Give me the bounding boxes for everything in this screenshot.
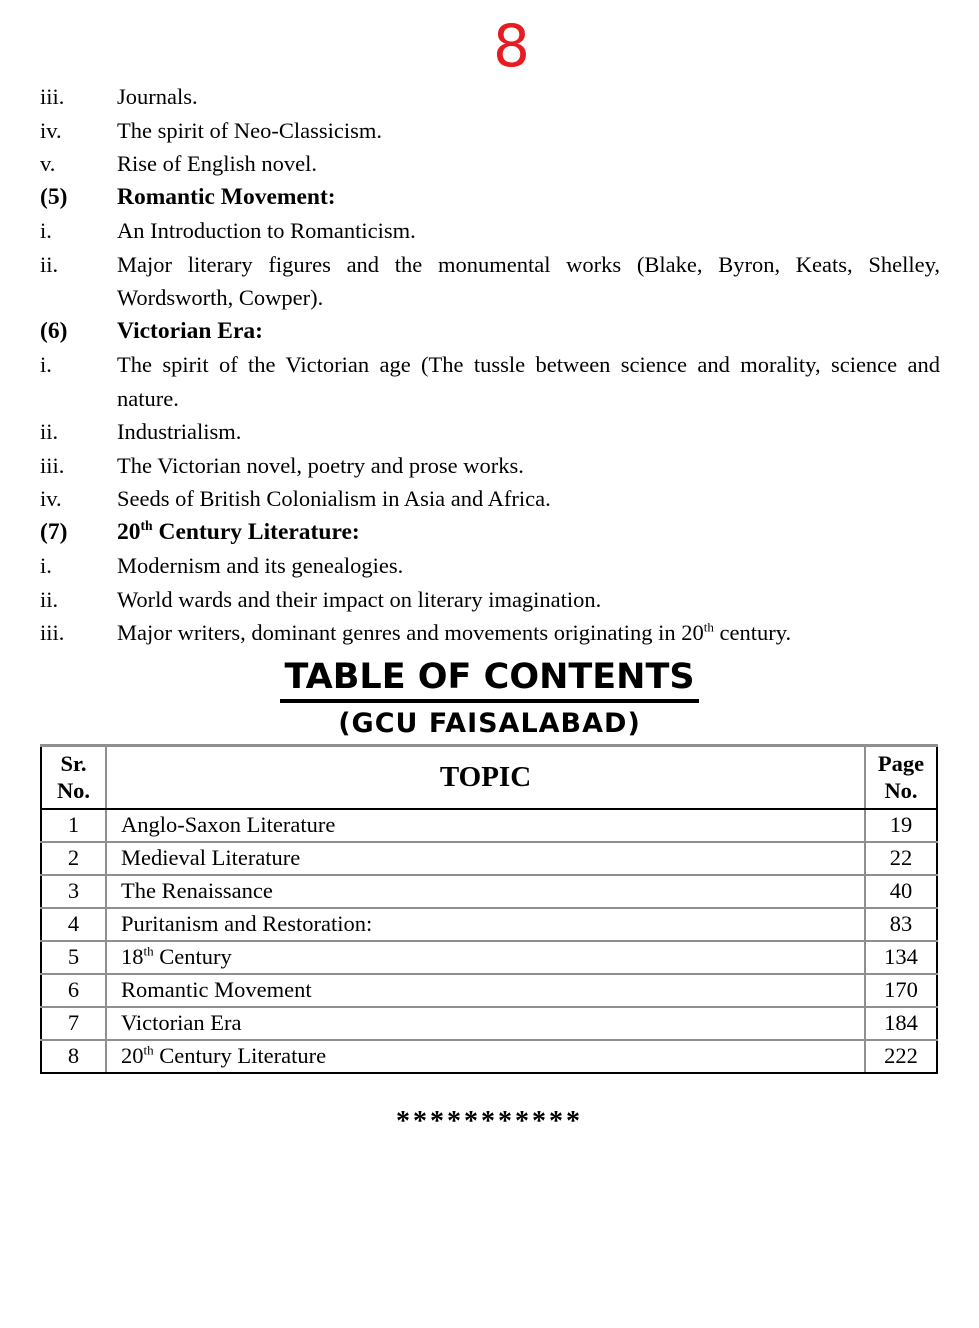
item-text: Industrialism. <box>117 419 242 444</box>
cell-sr-no: 4 <box>41 908 106 941</box>
item-marker: i. <box>40 218 52 243</box>
course-outline-list <box>40 80 940 650</box>
table-row <box>41 1040 937 1073</box>
cell-sr-no: 6 <box>41 974 106 1007</box>
cell-sr-no: 8 <box>41 1040 106 1073</box>
cell-topic: Anglo-Saxon Literature <box>106 809 865 842</box>
outline-item <box>40 449 940 483</box>
table-row <box>41 941 937 974</box>
outline-item <box>40 248 940 315</box>
cell-sr-no: 7 <box>41 1007 106 1040</box>
toc-header-row <box>41 746 937 809</box>
item-marker: iii. <box>40 452 65 478</box>
item-marker: (6) <box>40 317 68 344</box>
table-row <box>41 974 937 1007</box>
toc-title: TABLE OF CONTENTS <box>0 658 979 703</box>
item-text: World wards and their impact on literary imagination. <box>117 586 602 612</box>
col-header-sr-no: Sr. No. <box>41 746 106 809</box>
item-text: Major literary figures and the monumental works (Blake, Byron, Keats, Shelley, Wordsworth, Cowper). <box>117 251 940 310</box>
item-text: Romantic Movement: <box>117 183 336 210</box>
cell-sr-no: 2 <box>41 842 106 875</box>
outline-section-heading <box>40 315 940 349</box>
item-text: An Introduction to Romanticism. <box>117 218 416 243</box>
item-marker: iii. <box>40 620 65 645</box>
item-marker: ii. <box>40 419 59 444</box>
cell-topic: The Renaissance <box>106 875 865 908</box>
item-marker: ii. <box>40 586 59 612</box>
cell-sr-no: 1 <box>41 809 106 842</box>
item-marker: iii. <box>40 84 65 109</box>
item-text: 20th Century Literature: <box>117 517 360 545</box>
cell-page-no: 22 <box>865 842 937 875</box>
cell-page-no: 170 <box>865 974 937 1007</box>
col-header-page-no: Page No. <box>865 746 937 809</box>
item-text: Major writers, dominant genres and movements originating in 20th century. <box>117 619 792 645</box>
item-marker: (5) <box>40 183 68 210</box>
cell-page-no: 222 <box>865 1040 937 1073</box>
cell-topic: Romantic Movement <box>106 974 865 1007</box>
item-text: Victorian Era: <box>117 317 263 344</box>
cell-topic: Medieval Literature <box>106 842 865 875</box>
item-text: Modernism and its genealogies. <box>117 553 404 578</box>
toc-subtitle: (GCU FAISALABAD) <box>338 708 641 739</box>
table-row <box>41 1007 937 1040</box>
page-number: 8 <box>493 12 530 80</box>
cell-topic: 20th Century Literature <box>106 1040 865 1073</box>
outline-item <box>40 214 940 248</box>
table-row <box>41 908 937 941</box>
item-marker: iv. <box>40 117 62 143</box>
outline-item <box>40 482 940 516</box>
item-marker: (7) <box>40 518 68 545</box>
outline-item <box>40 80 940 114</box>
cell-topic: 18th Century <box>106 941 865 974</box>
table-row <box>41 875 937 908</box>
item-text: Seeds of British Colonialism in Asia and Africa. <box>117 486 551 511</box>
cell-page-no: 19 <box>865 809 937 842</box>
cell-sr-no: 5 <box>41 941 106 974</box>
item-text: Journals. <box>117 84 198 109</box>
outline-item <box>40 549 940 583</box>
table-row <box>41 809 937 842</box>
item-text: The spirit of Neo-Classicism. <box>117 117 382 143</box>
table-row <box>41 842 937 875</box>
item-text: The spirit of the Victorian age (The tussle between science and morality, science and nature. <box>117 352 940 411</box>
toc-table <box>40 744 938 1074</box>
outline-item <box>40 415 940 449</box>
outline-section-heading <box>40 181 940 215</box>
cell-page-no: 40 <box>865 875 937 908</box>
outline-item <box>40 616 940 650</box>
item-text: The Victorian novel, poetry and prose works. <box>117 452 524 478</box>
outline-item <box>40 147 940 181</box>
item-marker: iv. <box>40 486 62 511</box>
cell-topic: Victorian Era <box>106 1007 865 1040</box>
cell-topic: Puritanism and Restoration: <box>106 908 865 941</box>
item-text: Rise of English novel. <box>117 151 317 176</box>
item-marker: i. <box>40 553 52 578</box>
outline-item <box>40 583 940 617</box>
cell-page-no: 184 <box>865 1007 937 1040</box>
item-marker: v. <box>40 151 56 176</box>
item-marker: ii. <box>40 251 59 277</box>
cell-page-no: 134 <box>865 941 937 974</box>
outline-item <box>40 114 940 148</box>
outline-section-heading <box>40 516 940 550</box>
col-header-topic: TOPIC <box>106 746 865 809</box>
cell-page-no: 83 <box>865 908 937 941</box>
item-marker: i. <box>40 352 52 377</box>
outline-item <box>40 348 940 415</box>
asterisk-divider: *********** <box>396 1106 583 1137</box>
cell-sr-no: 3 <box>41 875 106 908</box>
